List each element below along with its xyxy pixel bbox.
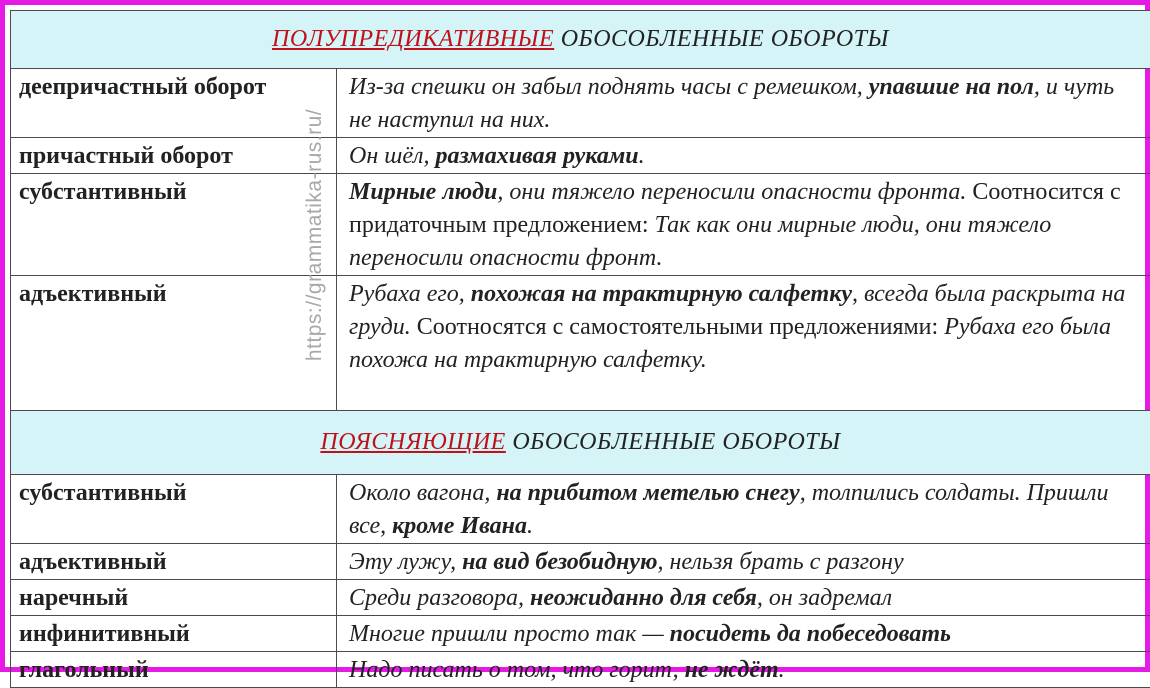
example-segment: на прибитом метелью снегу xyxy=(496,480,799,506)
row-label: адъективный xyxy=(11,276,337,411)
example-segment: на вид безобидную xyxy=(462,549,657,575)
example-segment: Надо писать о том, что горит, xyxy=(349,657,685,683)
example-segment: , нельзя брать с разгону xyxy=(657,549,903,575)
example-segment: Эту лужу, xyxy=(349,549,462,575)
example-segment: кроме Ивана xyxy=(392,513,527,539)
title-rest: ОБОСОБЛЕННЫЕ ОБОРОТЫ xyxy=(506,429,841,455)
example-segment: упавшие на пол xyxy=(869,74,1034,100)
row-example xyxy=(337,616,1150,652)
example-segment: размахивая руками xyxy=(435,143,638,169)
example-segment: , толпились солдаты. Пришли все, xyxy=(349,480,1109,539)
header-row-explanatory xyxy=(11,411,1150,475)
constructions-table xyxy=(10,10,1150,688)
example-segment: , он задремал xyxy=(757,585,892,611)
example-segment: Рубаха его, xyxy=(349,281,471,307)
section-title-semipredicative xyxy=(11,11,1150,69)
example-segment: похожая на трактирную салфетку xyxy=(471,281,852,307)
title-rest: ОБОСОБЛЕННЫЕ ОБОРОТЫ xyxy=(554,26,889,52)
example-segment: Он шёл, xyxy=(349,143,435,169)
row-label: субстантивный xyxy=(11,174,337,276)
example-segment: Среди разговора, xyxy=(349,585,530,611)
table-row xyxy=(11,174,1150,276)
example-segment: Так как они мирные люди, они тяжело переносили опасности фронт. xyxy=(349,212,1051,271)
table-row xyxy=(11,580,1150,616)
example-segment: Соотносится с придаточным предложением: xyxy=(349,179,1121,238)
table-row xyxy=(11,69,1150,138)
row-label: деепричастный оборот xyxy=(11,69,337,138)
title-highlight: ПОЯСНЯЮЩИЕ xyxy=(320,429,505,455)
row-example xyxy=(337,138,1150,174)
row-label: инфинитивный xyxy=(11,616,337,652)
section-title-explanatory xyxy=(11,411,1150,475)
example-segment: Из-за спешки он забыл поднять часы с ремешком, xyxy=(349,74,869,100)
example-segment: , и чуть не наступил на них. xyxy=(349,74,1114,133)
example-segment: . xyxy=(639,143,645,169)
example-segment: Соотносятся с самостоятельными предложениями: xyxy=(411,314,944,340)
row-label: адъективный xyxy=(11,544,337,580)
title-highlight: ПОЛУПРЕДИКАТИВНЫЕ xyxy=(272,26,554,52)
row-example xyxy=(337,475,1150,544)
table-row xyxy=(11,276,1150,411)
example-segment: Около вагона, xyxy=(349,480,496,506)
example-segment: Мирные люди xyxy=(349,179,497,205)
row-example xyxy=(337,69,1150,138)
watermark: https://grammatika-rus.ru/ xyxy=(303,109,327,361)
table-row xyxy=(11,544,1150,580)
row-label: субстантивный xyxy=(11,475,337,544)
row-label: наречный xyxy=(11,580,337,616)
example-segment: , всегда была раскрыта на груди. xyxy=(349,281,1125,340)
table-row xyxy=(11,652,1150,688)
row-example xyxy=(337,174,1150,276)
table-row xyxy=(11,138,1150,174)
example-segment: Рубаха его была похожа на трактирную салфетку. xyxy=(349,314,1111,373)
header-row-semipredicative xyxy=(11,11,1150,69)
example-segment: посидеть да побеседовать xyxy=(670,621,951,647)
table-row xyxy=(11,475,1150,544)
example-segment: неожиданно для себя xyxy=(530,585,757,611)
row-label: глагольный xyxy=(11,652,337,688)
example-segment: . xyxy=(779,657,785,683)
example-segment: . xyxy=(527,513,533,539)
example-segment: не ждёт xyxy=(685,657,779,683)
example-segment: , они тяжело переносили опасности фронта. xyxy=(497,179,966,205)
row-example xyxy=(337,580,1150,616)
table-row xyxy=(11,616,1150,652)
row-example xyxy=(337,544,1150,580)
row-label: причастный оборот xyxy=(11,138,337,174)
row-example xyxy=(337,276,1150,411)
example-segment: Многие пришли просто так — xyxy=(349,621,670,647)
row-example xyxy=(337,652,1150,688)
